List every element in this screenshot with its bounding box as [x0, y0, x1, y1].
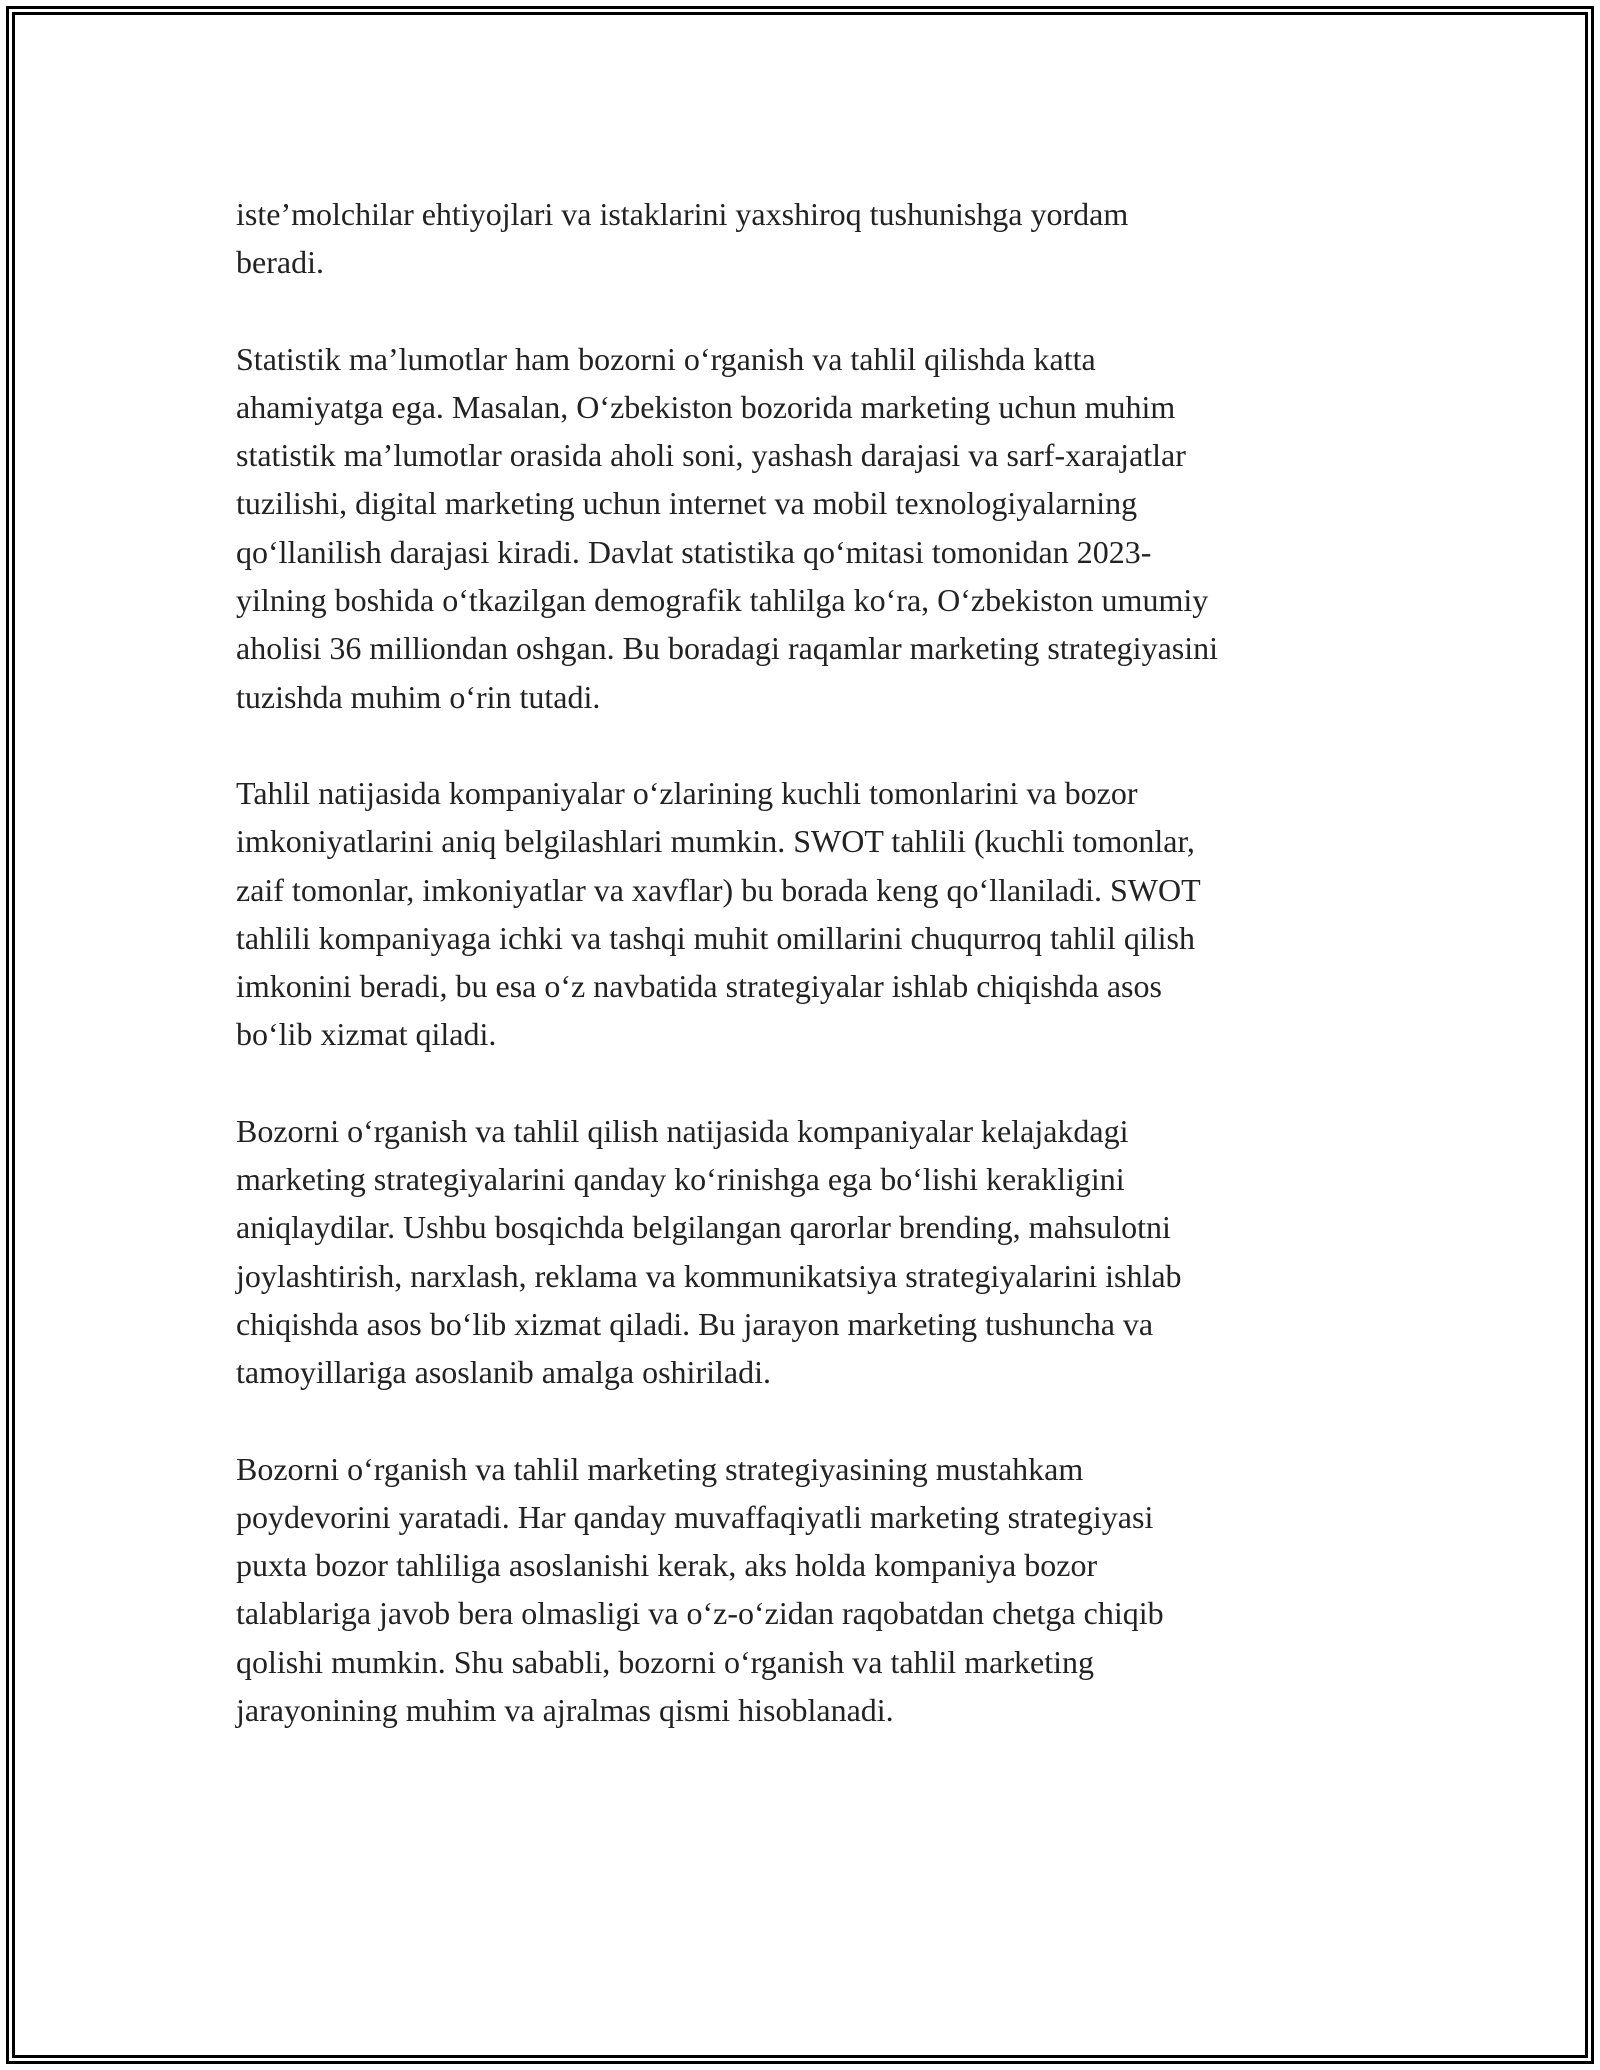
- paragraph-2: Statistik ma’lumotlar ham bozorni oʻrganish va tahlil qilishda katta ahamiyatga ega. Masalan, Oʻzbekiston bozorida marketing uchun muhim statistik ma’lumotlar orasida aholi soni, yashash darajasi va sarf-xarajatlar tuzilishi, digital marketing uchun internet va mobil texnologiyalarning qoʻllanilish darajasi kiradi. Davlat statistika qoʻmitasi tomonidan 2023- yilning boshida oʻtkazilgan demografik tahlilga koʻra, Oʻzbekiston umumiy aholisi 36 milliondan oshgan. Bu boradagi raqamlar marketing strategiyasini tuzishda muhim oʻrin tutadi.: [236, 340, 1218, 715]
- paragraph-1: iste’molchilar ehtiyojlari va istaklarini yaxshiroq tushunishga yordam beradi.: [236, 196, 1129, 281]
- document-body: [236, 190, 1376, 1782]
- paragraph-3: Tahlil natijasida kompaniyalar oʻzlarining kuchli tomonlarini va bozor imkoniyatlarini aniq belgilashlari mumkin. SWOT tahlili (kuchli tomonlar, zaif tomonlar, imkoniyatlar va xavflar) bu borada keng qoʻllaniladi. SWOT tahlili kompaniyaga ichki va tashqi muhit omillarini chuqurroq tahlil qilish imkonini beradi, bu esa oʻz navbatida strategiyalar ishlab chiqishda asos boʻlib xizmat qiladi.: [236, 774, 1201, 1053]
- paragraph-5: Bozorni oʻrganish va tahlil marketing strategiyasining mustahkam poydevorini yaratadi. Har qanday muvaffaqiyatli marketing strategiyasi puxta bozor tahliliga asoslanishi kerak, aks holda kompaniya bozor talablariga javob bera olmasligi va oʻz-oʻzidan raqobatdan chetga chiqib qolishi mumkin. Shu sababli, bozorni oʻrganish va tahlil marketing jarayonining muhim va ajralmas qismi hisoblanadi.: [236, 1450, 1164, 1729]
- paragraph-4: Bozorni oʻrganish va tahlil qilish natijasida kompaniyalar kelajakdagi marketing strategiyalarini qanday koʻrinishga ega boʻlishi kerakligini aniqlaydilar. Ushbu bosqichda belgilangan qarorlar brending, mahsulotni joylashtirish, narxlash, reklama va kommunikatsiya strategiyalarini ishlab chiqishda asos boʻlib xizmat qiladi. Bu jarayon marketing tushuncha va tamoyillariga asoslanib amalga oshiriladi.: [236, 1112, 1182, 1391]
